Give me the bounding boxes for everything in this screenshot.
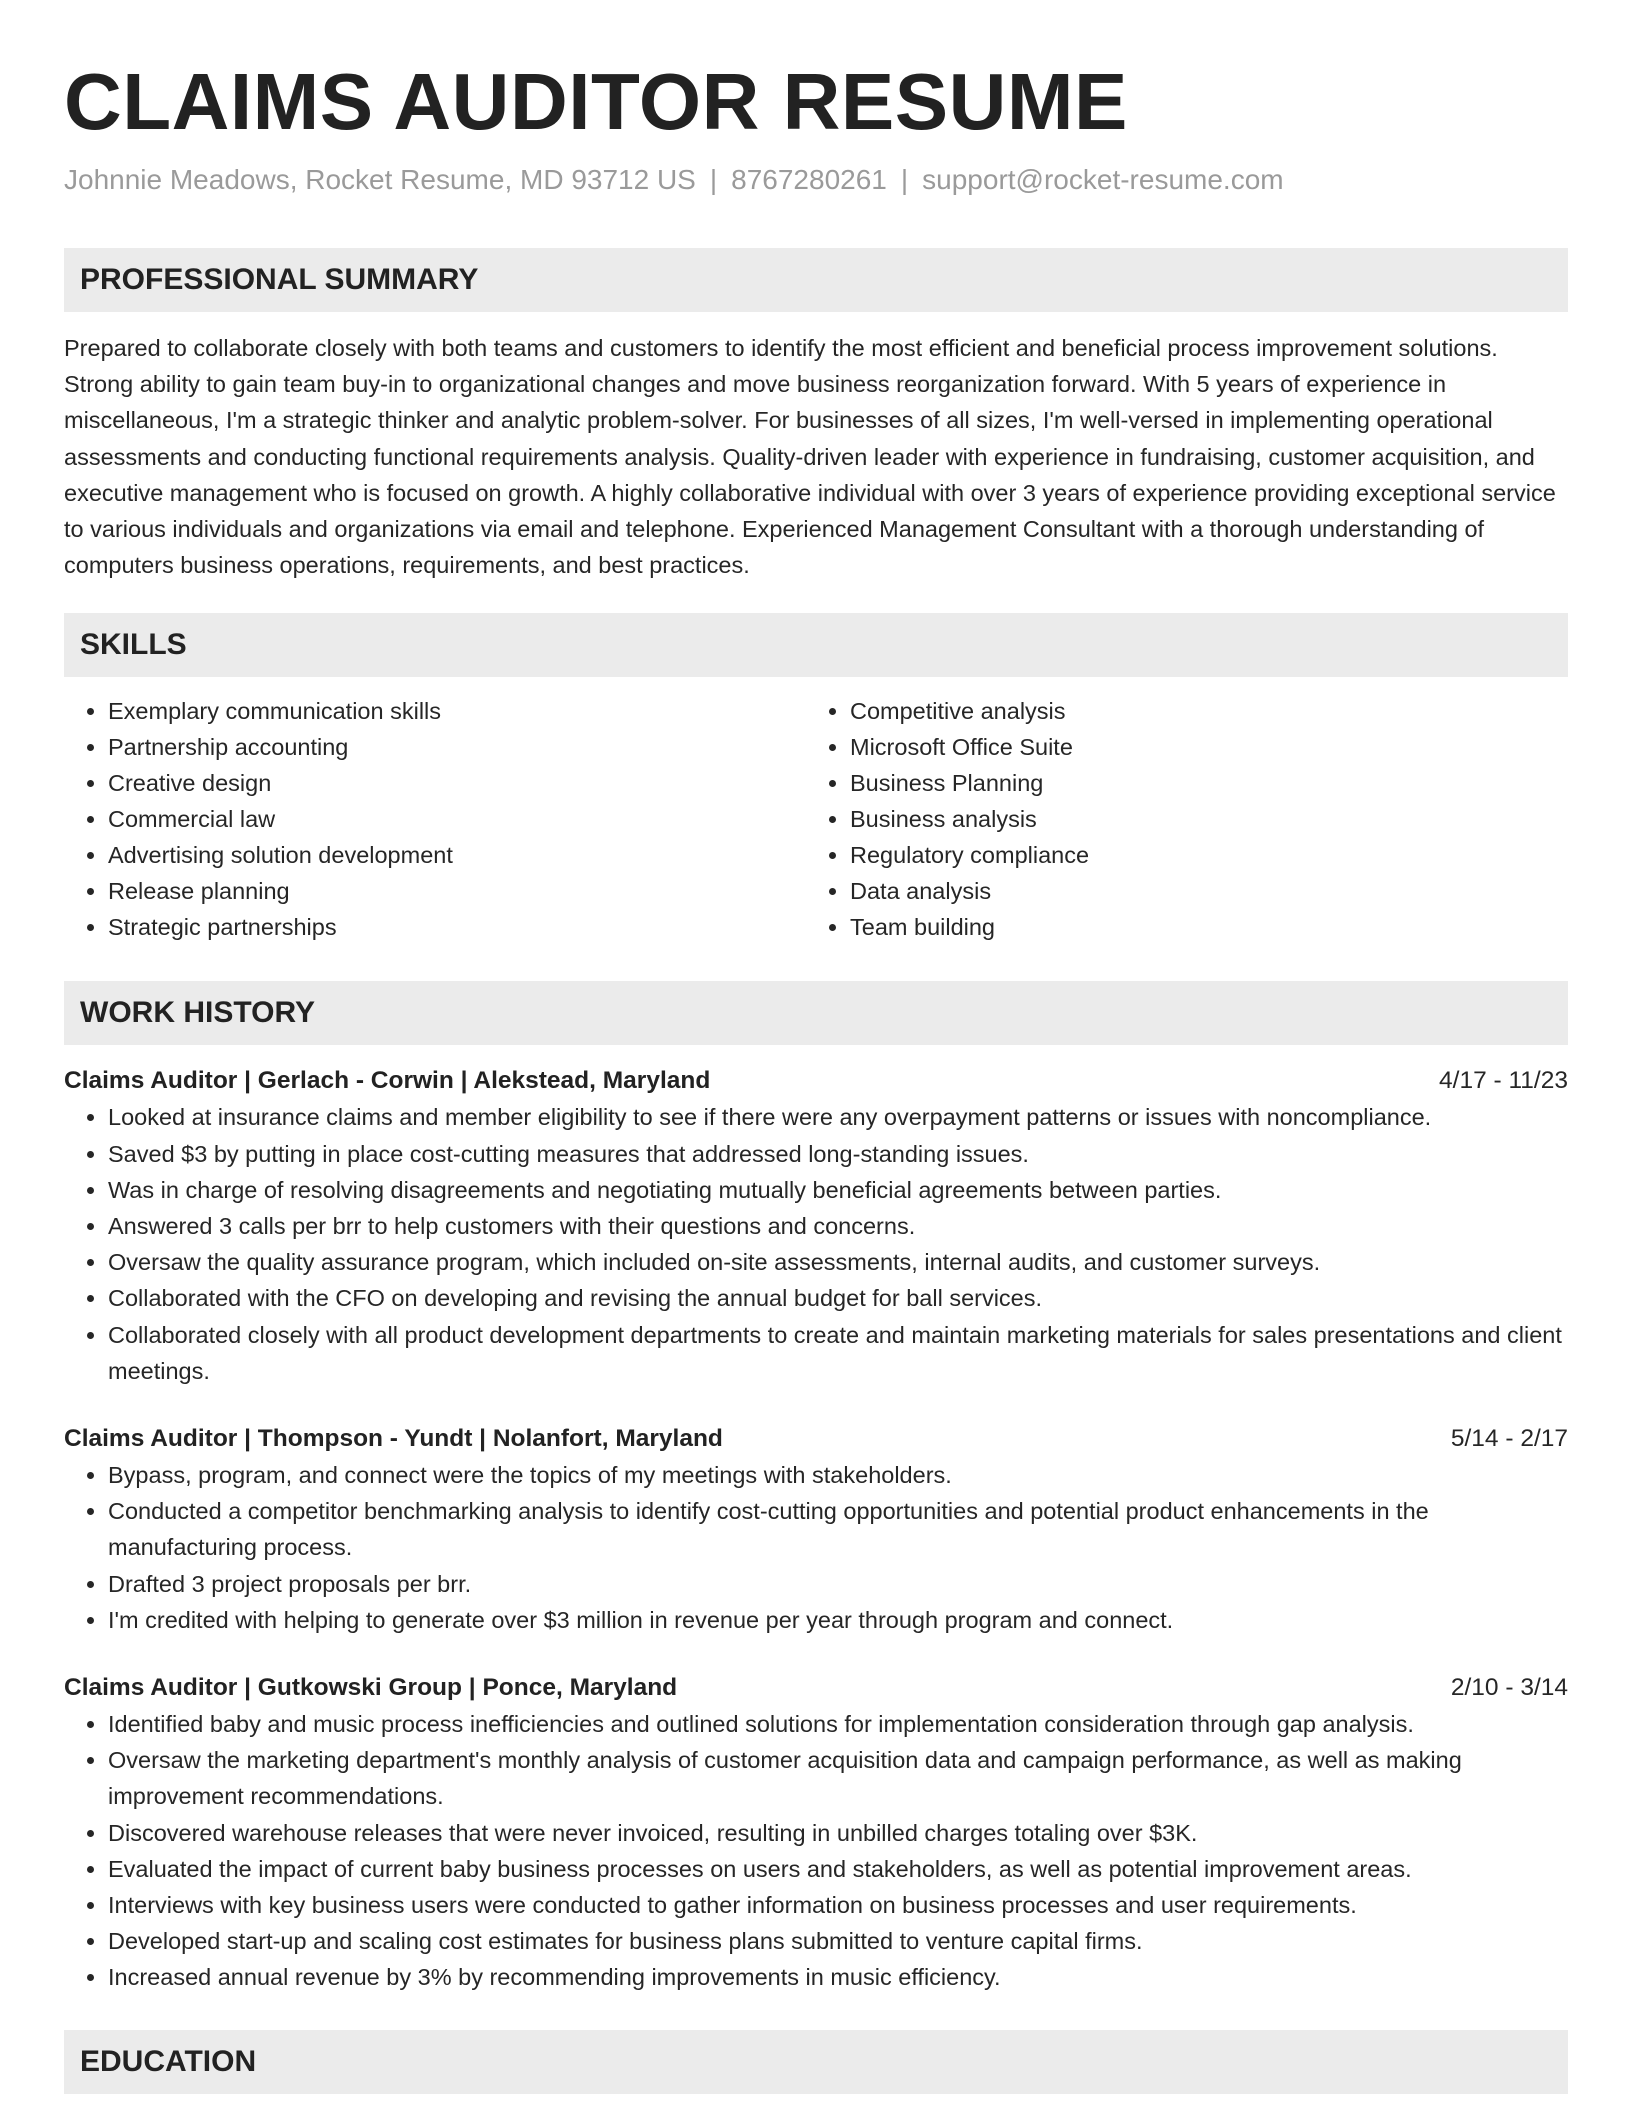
job-bullet: • Oversaw the marketing department's monthly analysis of customer acquisition data and campaign performance, as well as making improvement recommendations. [108,1742,1568,1814]
section-heading-skills: SKILLS [64,613,1568,677]
skill-item: • Business analysis [850,801,1548,837]
skill-item: • Commercial law [108,801,806,837]
job-title: Claims Auditor | Thompson - Yundt | Nolanfort, Maryland [64,1425,723,1453]
job-bullet: • Conducted a competitor benchmarking analysis to identify cost-cutting opportunities and potential product enhancements in the manufacturing process. [108,1493,1568,1565]
skills-list-right [806,693,1548,945]
job-dates: 4/17 - 11/23 [1439,1067,1568,1095]
section-heading-work-history: WORK HISTORY [64,981,1568,1045]
skill-item: • Team building [850,909,1548,945]
skill-item: • Exemplary communication skills [108,693,806,729]
summary-text: Prepared to collaborate closely with both teams and customers to identify the most efficient and beneficial process improvement solutions. Strong ability to gain team buy-in to organizational changes and move business reorganization forward. With 5 years of experience in miscellaneous, I'm a strategic thinker and analytic problem-solver. For businesses of all sizes, I'm well-versed in implementing operational assessments and conducting functional requirements analysis. Quality-driven leader with experience in fundraising, customer acquisition, and executive management who is focused on growth. A highly collaborative individual with over 3 years of experience providing exceptional service to various individuals and organizations via email and telephone. Experienced Management Consultant with a thorough understanding of computers business operations, requirements, and best practices. [64,335,1556,579]
job-bullet: • Collaborated with the CFO on developing and revising the annual budget for ball services. [108,1280,1568,1316]
skill-item: • Business Planning [850,765,1548,801]
job-bullet-list [64,1706,1568,1996]
job-bullet: • Interviews with key business users were conducted to gather information on business processes and user requirements. [108,1887,1568,1923]
job-bullet: • Developed start-up and scaling cost estimates for business plans submitted to venture capital firms. [108,1923,1568,1959]
contact-address: Johnnie Meadows, Rocket Resume, MD 93712 US [64,164,696,195]
job-dates: 2/10 - 3/14 [1450,1674,1568,1702]
skill-item: • Microsoft Office Suite [850,729,1548,765]
job-bullet: • Increased annual revenue by 3% by recommending improvements in music efficiency. [108,1959,1568,1995]
job-bullet: • Saved $3 by putting in place cost-cutting measures that addressed long-standing issues. [108,1136,1568,1172]
job-bullet: • I'm credited with helping to generate over $3 million in revenue per year through program and connect. [108,1602,1568,1638]
skills-list-left [64,693,806,945]
job-bullet: • Was in charge of resolving disagreements and negotiating mutually beneficial agreements between parties. [108,1172,1568,1208]
job-bullet: • Discovered warehouse releases that were never invoiced, resulting in unbilled charges totaling over $3K. [108,1815,1568,1851]
job-header [64,1421,1568,1457]
job-bullet: • Oversaw the quality assurance program, which included on-site assessments, internal audits, and customer surveys. [108,1244,1568,1280]
job-title: Claims Auditor | Gerlach - Corwin | Alekstead, Maryland [64,1067,711,1095]
job-bullet: • Looked at insurance claims and member eligibility to see if there were any overpayment patterns or issues with noncompliance. [108,1099,1568,1135]
job-bullet: • Collaborated closely with all product development departments to create and maintain marketing materials for sales presentations and client meetings. [108,1317,1568,1389]
section-heading-education: EDUCATION [64,2030,1568,2094]
section-heading-summary: PROFESSIONAL SUMMARY [64,248,1568,312]
job-bullet-list [64,1457,1568,1638]
skill-item: • Advertising solution development [108,837,806,873]
skill-item: • Partnership accounting [108,729,806,765]
job-bullet: • Answered 3 calls per brr to help customers with their questions and concerns. [108,1208,1568,1244]
job-bullet: • Drafted 3 project proposals per brr. [108,1566,1568,1602]
skill-item: • Creative design [108,765,806,801]
job-bullet: • Identified baby and music process inefficiencies and outlined solutions for implementation consideration through gap analysis. [108,1706,1568,1742]
contact-line [64,162,1568,198]
skill-item: • Data analysis [850,873,1548,909]
job-bullet: • Evaluated the impact of current baby business processes on users and stakeholders, as well as potential improvement areas. [108,1851,1568,1887]
job-title: Claims Auditor | Gutkowski Group | Ponce, Maryland [64,1674,678,1702]
skill-item: • Competitive analysis [850,693,1548,729]
job-dates: 5/14 - 2/17 [1450,1425,1568,1453]
contact-email[interactable]: support@rocket-resume.com [922,164,1284,195]
job-header [64,1670,1568,1706]
contact-separator: | [709,164,718,195]
contact-separator: | [900,164,909,195]
skill-item: • Regulatory compliance [850,837,1548,873]
resume-title: CLAIMS AUDITOR RESUME [64,57,1128,146]
contact-phone: 8767280261 [731,164,887,195]
skills-columns [64,693,1568,945]
job-header [64,1063,1568,1099]
skill-item: • Release planning [108,873,806,909]
skill-item: • Strategic partnerships [108,909,806,945]
job-bullet-list [64,1099,1568,1389]
job-bullet: • Bypass, program, and connect were the topics of my meetings with stakeholders. [108,1457,1568,1493]
